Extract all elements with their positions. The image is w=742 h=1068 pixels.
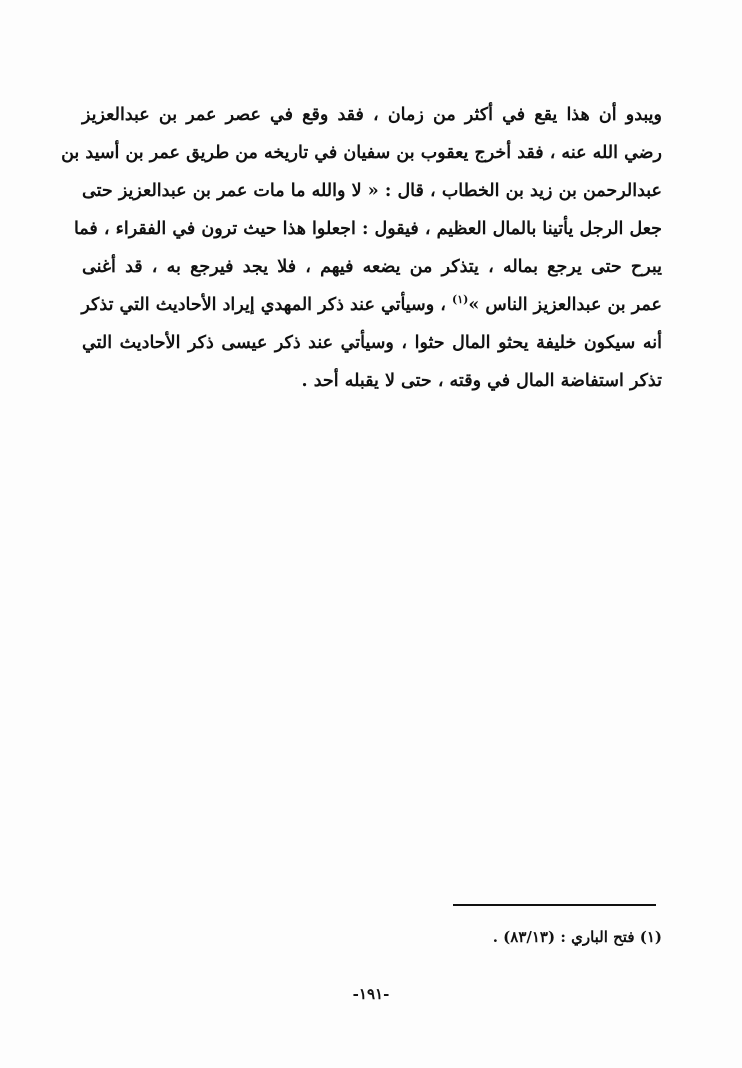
footnote-reference: (١) <box>452 293 469 307</box>
text-line-6 <box>82 286 662 324</box>
text-line-1: ويبدو أن هذا يقع في أكثر من زمان ، فقد وقع في عصر عمر بن عبدالعزيز <box>82 105 662 125</box>
text-line-8: تذكر استفاضة المال في وقته ، حتى لا يقبله أحد . <box>301 371 662 391</box>
text-line-6-start: عمر بن عبدالعزيز الناس » <box>468 295 662 315</box>
text-line-2: رضي الله عنه ، فقد أخرج يعقوب بن سفيان في تاريخه من طريق عمر بن أسيد بن <box>61 143 662 163</box>
footnote-separator <box>453 904 656 906</box>
footnote: (١) فتح الباري : (٨٣/١٣) . <box>492 928 662 946</box>
text-line-5: يبرح حتى يرجع بماله ، يتذكر من يضعه فيهم ، فلا يجد فيرجع به ، قد أغنى <box>82 257 662 277</box>
text-line-7: أنه سيكون خليفة يحثو المال حثوا ، وسيأتي عند ذكر عيسى ذكر الأحاديث التي <box>82 333 662 353</box>
page-number: -١٩١- <box>352 985 390 1003</box>
main-text <box>61 96 662 400</box>
text-line-3: عبدالرحمن بن زيد بن الخطاب ، قال : « لا والله ما مات عمر بن عبدالعزيز حتى <box>82 181 662 201</box>
text-line-6-end: ، وسيأتي عند ذكر المهدي إيراد الأحاديث التي تذكر <box>81 295 453 315</box>
text-line-4: جعل الرجل يأتينا بالمال العظيم ، فيقول : اجعلوا هذا حيث ترون في الفقراء ، فما <box>73 219 662 239</box>
